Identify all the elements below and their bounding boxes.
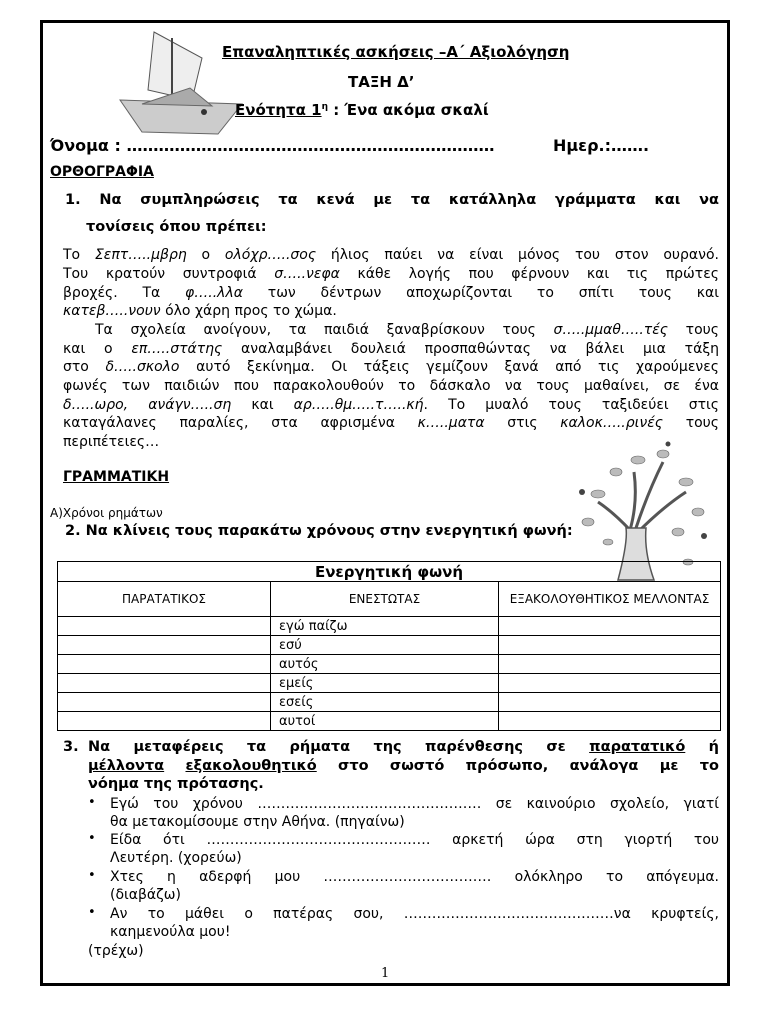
text-line: Τα σχολεία ανοίγουν, τα παιδιά ξαναβρίσκουν τους σ…..μμαθ…..τές τους — [95, 322, 719, 338]
exercise-item: Εγώ του χρόνου ………………………………………… σε καινούριο σχολείο, γιατί — [110, 796, 719, 812]
question-3-number: 3. — [63, 739, 79, 755]
table-cell[interactable]: αυτός — [271, 655, 499, 674]
table-cell[interactable] — [58, 617, 271, 636]
table-cell[interactable] — [58, 712, 271, 731]
text-line: και ο επ…..στάτης αναλαμβάνει δουλειά προσπαθώντας να βάλει μια τάξη — [63, 341, 720, 357]
unit-sup: η — [321, 102, 328, 112]
worksheet-title: Επαναληπτικές ασκήσεις –Α΄ Αξιολόγηση — [222, 43, 570, 61]
text-line: Του κρατούν συντροφιά σ…..νεφα κάθε λογής που φέρνουν και τις πρώτες — [63, 266, 719, 282]
table-cell[interactable] — [499, 674, 721, 693]
table-cell[interactable] — [58, 655, 271, 674]
exercise-item: Είδα ότι ………………………………………… αρκετή ώρα στη γιορτή του — [110, 832, 719, 848]
table-cell[interactable]: αυτοί — [271, 712, 499, 731]
text-line: περιπέτειες… — [63, 434, 160, 450]
table-cell[interactable] — [499, 636, 721, 655]
exercise-item-cont: καημενούλα μου! — [110, 924, 231, 940]
question-1-line1: 1. Να συμπληρώσεις τα κενά με τα κατάλληλα γράμματα και να — [65, 192, 719, 208]
text-line: στο δ…..σκολο αυτό ξεκίνημα. Οι τάξεις γεμίζουν ξανά από τις χαρούμενες — [63, 359, 719, 375]
exercise-item: Αν το μάθει ο πατέρας σου, ………………………………………να κρυφτείς, — [110, 906, 719, 922]
class-label: ΤΑΞΗ Δ’ — [348, 73, 415, 91]
bullet-icon: • — [88, 905, 96, 920]
table-cell[interactable]: εμείς — [271, 674, 499, 693]
orthography-heading: ΟΡΘΟΓΡΑΦΙΑ — [50, 164, 154, 180]
table-cell[interactable] — [499, 693, 721, 712]
date-field: Ημερ.:……. — [553, 136, 650, 155]
name-field: Όνομα : …………………………………………………………… — [50, 136, 495, 155]
table-title: Ενεργητική φωνή — [58, 562, 721, 582]
text-line: φωνές των παιδιών που παρακολουθούν το δάσκαλο να τους μαθαίνει, σε ένα — [63, 378, 719, 394]
table-cell[interactable]: εσείς — [271, 693, 499, 712]
bullet-icon: • — [88, 831, 96, 846]
grammar-heading: ΓΡΑΜΜΑΤΙΚΗ — [63, 469, 170, 485]
col-future-continuous: ΕΞΑΚΟΛΟΥΘΗΤΙΚΟΣ ΜΕΛΛΟΝΤΑΣ — [499, 582, 721, 617]
tenses-subheading: Α)Χρόνοι ρημάτων — [50, 506, 163, 520]
exercise-item-cont: Λευτέρη. (χορεύω) — [110, 850, 242, 866]
conjugation-table — [57, 561, 721, 731]
bullet-icon: • — [88, 868, 96, 883]
unit-name: : Ένα ακόμα σκαλί — [327, 101, 489, 119]
text-line: Το Σεπτ…..μβρη ο ολόχρ…..σος ήλιος παύει να είναι μόνος του στον ουρανό. — [63, 247, 719, 263]
text-line: κατεβ…..νουν όλο χάρη προς το χώμα. — [63, 303, 337, 319]
unit-title — [235, 101, 489, 119]
table-cell[interactable]: εσύ — [271, 636, 499, 655]
bullet-icon: • — [88, 795, 96, 810]
unit-number: Ενότητα 1 — [235, 101, 322, 119]
exercise-item: Χτες η αδερφή μου ……………………………… ολόκληρο το απόγευμα. — [110, 869, 719, 885]
col-imperfect: ΠΑΡΑΤΑΤΙΚΟΣ — [58, 582, 271, 617]
exercise-item-cont: θα μετακομίσουμε στην Αθήνα. (πηγαίνω) — [110, 814, 405, 830]
page-number: 1 — [381, 966, 390, 981]
question-3-line1: Να μεταφέρεις τα ρήματα της παρένθεσης σε παρατατικό ή — [88, 739, 719, 755]
autumn-tree-icon — [568, 432, 718, 582]
table-cell[interactable]: εγώ παίζω — [271, 617, 499, 636]
text-line: δ…..ωρο, ανάγν…..ση και αρ…..θμ…..τ…..κή. Το μυαλό τους ταξιδεύει στις — [63, 397, 719, 413]
table-cell[interactable] — [499, 655, 721, 674]
table-cell[interactable] — [58, 693, 271, 712]
col-present: ΕΝΕΣΤΩΤΑΣ — [271, 582, 499, 617]
question-1-line2: τονίσεις όπου πρέπει: — [86, 219, 267, 235]
text-line: βροχές. Τα φ…..λλα των δέντρων αποχωρίζονται το σπίτι τους και — [63, 285, 719, 301]
table-cell[interactable] — [499, 712, 721, 731]
question-3-line3: νόημα της πρότασης. — [88, 776, 264, 792]
question-3-line2: μέλλοντα εξακολουθητικό στο σωστό πρόσωπο, ανάλογα με το — [88, 758, 719, 774]
table-cell[interactable] — [58, 674, 271, 693]
table-cell[interactable] — [58, 636, 271, 655]
table-cell[interactable] — [499, 617, 721, 636]
text-line: καταγάλανες παραλίες, στα αφρισμένα κ…..ματα στις καλοκ…..ρινές τους — [63, 415, 720, 431]
question-2: 2. Να κλίνεις τους παρακάτω χρόνους στην ενεργητική φωνή: — [65, 523, 573, 539]
exercise-hint: (τρέχω) — [88, 943, 144, 959]
exercise-item-cont: (διαβάζω) — [110, 887, 181, 903]
